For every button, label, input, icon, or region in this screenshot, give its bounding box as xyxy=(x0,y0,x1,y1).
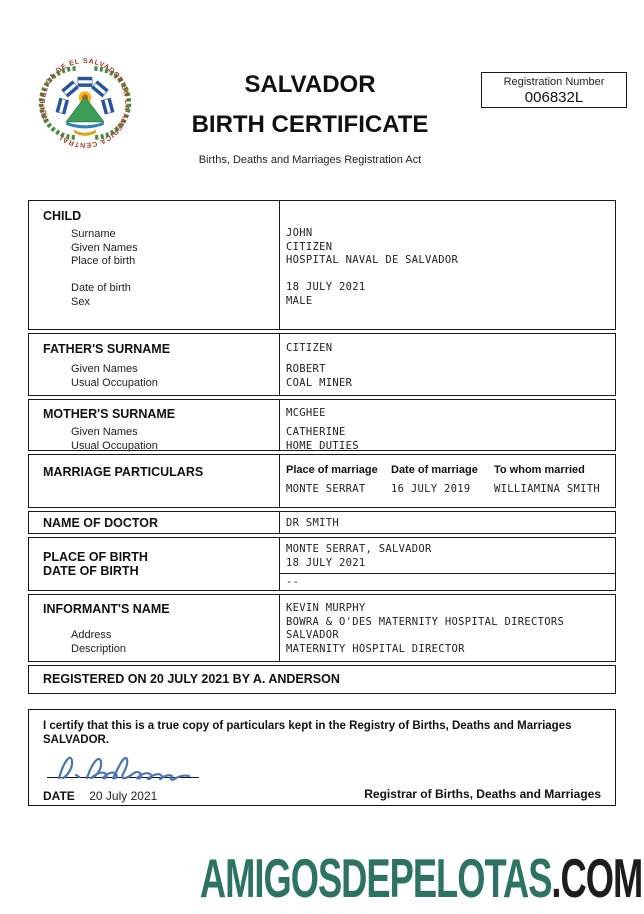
date-of-birth-label: DATE OF BIRTH xyxy=(43,564,139,578)
mother-occupation-value: HOME DUTIES xyxy=(286,439,359,452)
section-registered xyxy=(28,665,616,694)
section-marriage xyxy=(28,454,616,508)
registrar-signature xyxy=(53,748,228,786)
doctor-section-title: NAME OF DOCTOR xyxy=(43,516,159,530)
father-occupation-value: COAL MINER xyxy=(286,376,353,389)
section-informant xyxy=(28,594,616,662)
seal-ring-text: REPUBLICA DE EL SALVADOR EN LA AMERICA CENTRAL xyxy=(39,58,130,149)
mother-surname-value: MCGHEE xyxy=(286,407,326,419)
place-of-birth-value: MONTE SERRAT, SALVADOR xyxy=(286,543,432,555)
child-section-title: CHILD xyxy=(43,209,82,223)
date-row xyxy=(43,787,157,805)
certify-statement-line1: I certify that this is a true copy of particulars kept in the Registry of Births, Deaths and Marriages xyxy=(43,720,572,732)
place-of-birth-label: PLACE OF BIRTH xyxy=(43,550,148,564)
child-date-of-birth-value: 18 JULY 2021 xyxy=(286,281,366,293)
page-title-line2: BIRTH CERTIFICATE xyxy=(191,111,429,138)
gold-ribbon xyxy=(74,130,96,136)
informant-description-label: Description xyxy=(71,642,127,655)
date-of-marriage-header: Date of marriage xyxy=(391,464,478,476)
section-birth-place-date xyxy=(28,537,616,591)
brand-suffix-text: .COM xyxy=(551,847,642,909)
to-whom-married-value: WILLIAMINA SMITH xyxy=(494,483,600,495)
child-place-of-birth-label: Place of birth xyxy=(71,255,136,267)
date-of-birth-value: 18 JULY 2021 xyxy=(286,556,366,569)
doctor-name-value: DR SMITH xyxy=(286,517,339,529)
certify-statement-line2: SALVADOR. xyxy=(43,734,110,746)
section-child xyxy=(28,200,616,330)
father-occupation-label: Usual Occupation xyxy=(71,376,158,389)
registration-number-label: Registration Number xyxy=(503,76,605,88)
date-label: DATE xyxy=(43,789,75,803)
watermark-brand xyxy=(200,848,642,908)
mother-given-names-value: CATHERINE xyxy=(286,426,346,438)
registrar-title: Registrar of Births, Deaths and Marriages xyxy=(364,787,601,801)
informant-address-value: SALVADOR xyxy=(286,629,339,641)
to-whom-married-header: To whom married xyxy=(494,464,585,476)
child-given-names-label: Given Names xyxy=(71,241,138,254)
father-given-names-label: Given Names xyxy=(71,363,138,375)
mother-section-title: MOTHER'S SURNAME xyxy=(43,407,176,421)
certification-box xyxy=(28,709,616,806)
child-sex-value: MALE xyxy=(286,294,313,307)
father-surname-value: CITIZEN xyxy=(286,342,333,354)
registration-number-value: 006832L xyxy=(524,89,584,106)
volcano-icon xyxy=(66,97,104,122)
place-of-marriage-header: Place of marriage xyxy=(286,464,378,476)
registered-statement: REGISTERED ON 20 JULY 2021 BY A. ANDERSON xyxy=(43,672,340,686)
mother-occupation-label: Usual Occupation xyxy=(71,439,158,452)
certificate-table xyxy=(28,200,616,806)
brand-main-text: AMIGOSDEPELOTAS xyxy=(199,847,552,909)
informant-address-label: Address xyxy=(71,629,112,641)
father-given-names-value: ROBERT xyxy=(286,363,326,375)
child-sex-label: Sex xyxy=(71,295,90,308)
marriage-section-title: MARRIAGE PARTICULARS xyxy=(43,465,204,479)
page-title: SALVADOR xyxy=(244,71,376,98)
section-father xyxy=(28,333,616,396)
child-date-of-birth-label: Date of birth xyxy=(71,282,131,294)
child-surname-value: JOHN xyxy=(286,227,313,239)
registration-number-box xyxy=(481,72,627,108)
informant-organisation-value: BOWRA & O'DES MATERNITY HOSPITAL DIRECTORS xyxy=(286,615,565,628)
page-subtitle: Births, Deaths and Marriages Registration Act xyxy=(198,154,422,166)
father-section-title: FATHER'S SURNAME xyxy=(43,342,171,356)
date-value: 20 July 2021 xyxy=(89,789,158,803)
water xyxy=(66,122,104,129)
section-mother xyxy=(28,399,616,451)
el-salvador-coat-of-arms-seal xyxy=(38,56,132,150)
birth-note-value: -- xyxy=(286,576,300,588)
mother-given-names-label: Given Names xyxy=(71,426,138,438)
informant-section-title: INFORMANT'S NAME xyxy=(43,602,170,616)
section-doctor xyxy=(28,511,616,534)
place-of-marriage-value: MONTE SERRAT xyxy=(286,483,366,495)
informant-name-value: KEVIN MURPHY xyxy=(286,602,366,614)
date-of-marriage-value: 16 JULY 2019 xyxy=(391,483,471,495)
informant-description-value: MATERNITY HOSPITAL DIRECTOR xyxy=(286,642,465,655)
child-surname-label: Surname xyxy=(71,228,116,240)
child-given-names-value: CITIZEN xyxy=(286,240,333,253)
child-place-of-birth-value: HOSPITAL NAVAL DE SALVADOR xyxy=(286,254,459,266)
header-titles xyxy=(150,70,470,166)
